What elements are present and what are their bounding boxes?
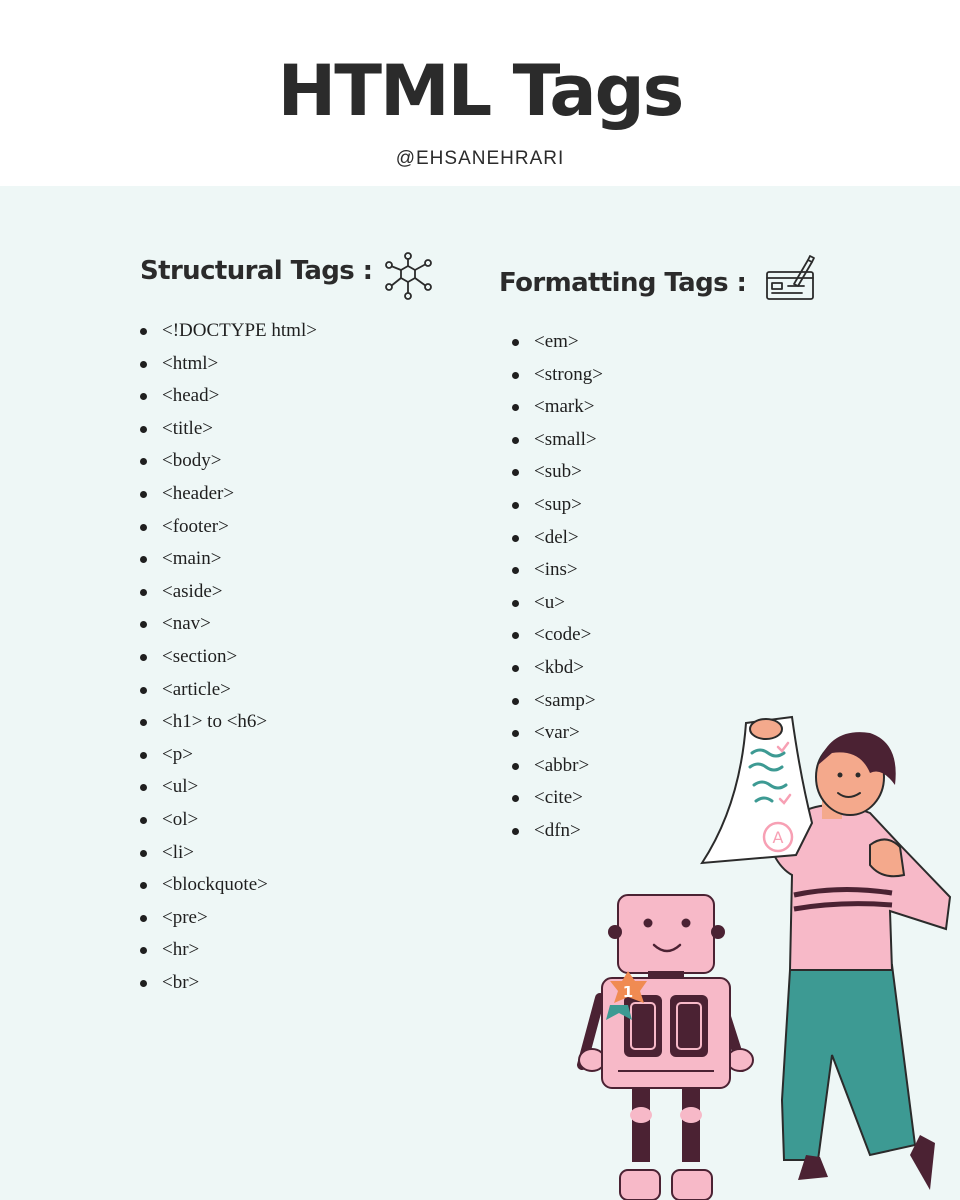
formatting-tags-title: Formatting Tags : — [499, 268, 747, 298]
list-item: <article> — [140, 674, 317, 707]
list-item: <aside> — [140, 576, 317, 609]
header — [0, 0, 960, 186]
list-item: <small> — [512, 424, 603, 457]
list-item: <ol> — [140, 804, 317, 837]
list-item: <p> — [140, 739, 317, 772]
list-item: <ins> — [512, 554, 603, 587]
list-item: <section> — [140, 641, 317, 674]
list-item: <kbd> — [512, 652, 603, 685]
list-item: <cite> — [512, 782, 603, 815]
list-item: <strong> — [512, 359, 603, 392]
list-item: <var> — [512, 717, 603, 750]
list-item: <footer> — [140, 511, 317, 544]
list-item: <mark> — [512, 391, 603, 424]
document-pen-icon — [764, 254, 816, 302]
list-item: <main> — [140, 543, 317, 576]
list-item: <sub> — [512, 456, 603, 489]
list-item: <h1> to <h6> — [140, 706, 317, 739]
list-item: <body> — [140, 445, 317, 478]
author-handle: @EHSANEHRARI — [395, 148, 565, 169]
structural-tags-list — [140, 315, 317, 999]
list-item: <pre> — [140, 902, 317, 935]
list-item: <samp> — [512, 685, 603, 718]
badge-number: 1 — [622, 983, 634, 1001]
list-item: <br> — [140, 967, 317, 1000]
list-item: <title> — [140, 413, 317, 446]
robot-illustration — [579, 895, 753, 1200]
grade-letter: A — [772, 828, 784, 847]
robot-and-person-illustration — [570, 715, 960, 1200]
list-item: <nav> — [140, 608, 317, 641]
list-item: <ul> — [140, 771, 317, 804]
list-item: <u> — [512, 587, 603, 620]
page-title: HTML Tags — [277, 50, 683, 132]
list-item: <abbr> — [512, 750, 603, 783]
list-item: <hr> — [140, 934, 317, 967]
list-item: <html> — [140, 348, 317, 381]
structural-tags-title: Structural Tags : — [140, 256, 373, 286]
list-item: <sup> — [512, 489, 603, 522]
person-illustration — [702, 717, 950, 1190]
network-icon — [382, 252, 434, 302]
list-item: <del> — [512, 522, 603, 555]
list-item: <li> — [140, 837, 317, 870]
list-item: <em> — [512, 326, 603, 359]
list-item: <dfn> — [512, 815, 603, 848]
list-item: <!DOCTYPE html> — [140, 315, 317, 348]
list-item: <head> — [140, 380, 317, 413]
list-item: <code> — [512, 619, 603, 652]
list-item: <header> — [140, 478, 317, 511]
list-item: <blockquote> — [140, 869, 317, 902]
